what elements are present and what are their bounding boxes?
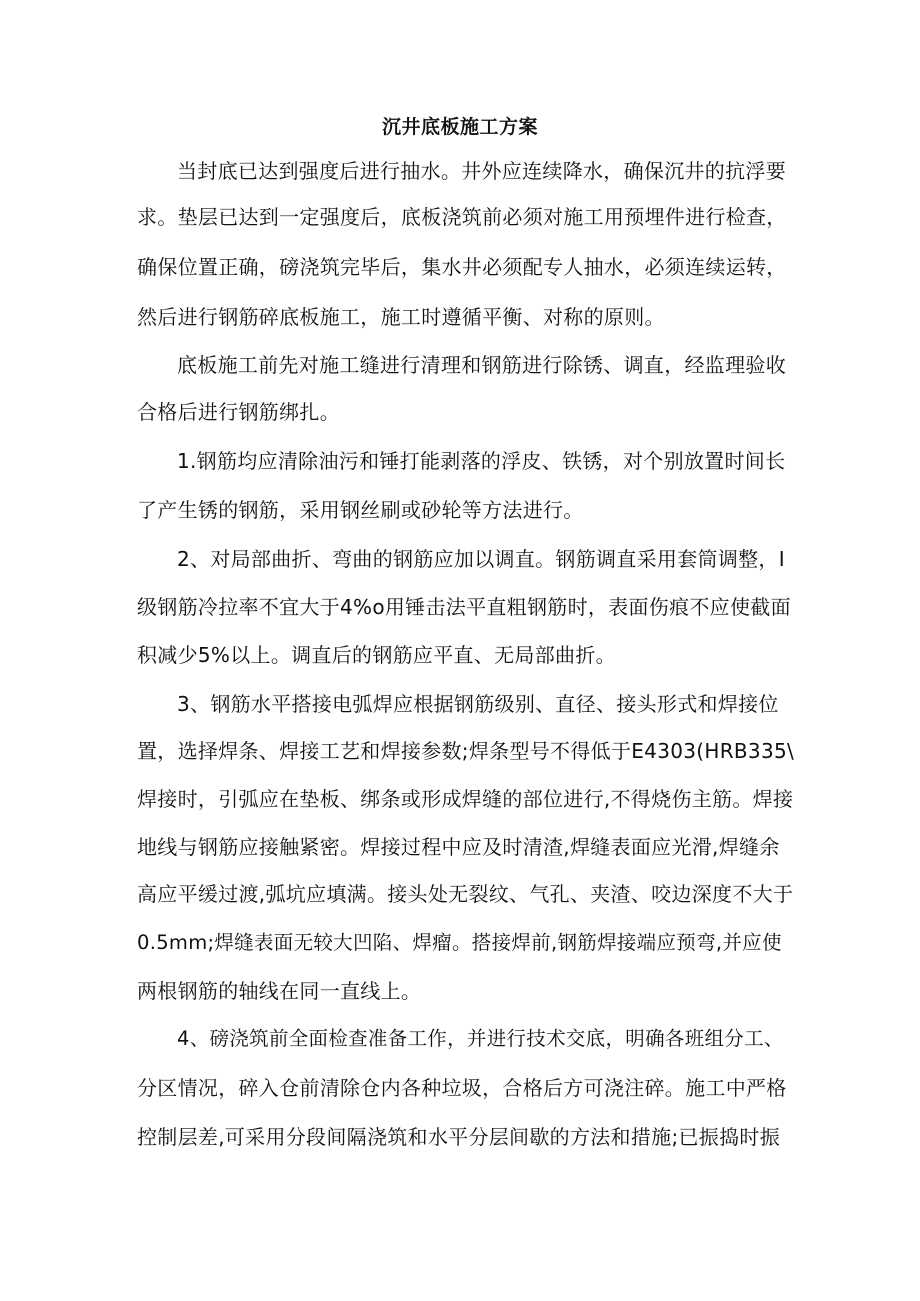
paragraph-line: 两根钢筋的轴线在同一直线上。 bbox=[137, 979, 422, 1003]
paragraph-line: 2、对局部曲折、弯曲的钢筋应加以调直。钢筋调直采用套筒调整，I bbox=[177, 547, 785, 571]
paragraph-line: 焊接时，引弧应在垫板、绑条或形成焊缝的部位进行,不得烧伤主筋。焊接 bbox=[137, 787, 794, 811]
paragraph-line: 合格后进行钢筋绑扎。 bbox=[137, 400, 340, 424]
paragraph-line: 然后进行钢筋碎底板施工，施工时遵循平衡、对称的原则。 bbox=[137, 305, 665, 329]
paragraph-line: 3、钢筋水平搭接电弧焊应根据钢筋级别、直径、接头形式和焊接位 bbox=[177, 692, 779, 716]
paragraph-line: 当封底已达到强度后进行抽水。井外应连续降水，确保沉井的抗浮要 bbox=[177, 159, 786, 183]
paragraph-line: 级钢筋冷拉率不宜大于4%o用锤击法平直粗钢筋时，表面伤痕不应使截面 bbox=[137, 595, 791, 619]
document-title: 沉井底板施工方案 bbox=[381, 116, 538, 138]
paragraph-line: 高应平缓过渡,弧坑应填满。接头处无裂纹、气孔、夹渣、咬边深度不大于 bbox=[137, 882, 794, 906]
paragraph-line: 控制层差,可采用分段间隔浇筑和水平分层间歇的方法和措施;已振捣时振 bbox=[137, 1125, 780, 1149]
paragraph-line: 0.5mm;焊缝表面无较大凹陷、焊瘤。搭接焊前,钢筋焊接端应预弯,并应使 bbox=[137, 931, 782, 954]
paragraph-line: 1.钢筋均应清除油污和锤打能剥落的浮皮、铁锈，对个别放置时间长 bbox=[177, 449, 786, 473]
paragraph-line: 地线与钢筋应接触紧密。焊接过程中应及时清渣,焊缝表面应光滑,焊缝余 bbox=[137, 835, 780, 859]
paragraph-line: 积减少5%以上。调直后的钢筋应平直、无局部曲折。 bbox=[137, 643, 616, 667]
paragraph-line: 4、磅浇筑前全面检查准备工作，并进行技术交底，明确各班组分工、 bbox=[177, 1027, 784, 1050]
paragraph-line: 分区情况，碎入仓前清除仓内各种垃圾，合格后方可浇注碎。施工中严格 bbox=[137, 1076, 787, 1100]
paragraph-line: 置，选择焊条、焊接工艺和焊接参数;焊条型号不得低于E4303(HRB335\ bbox=[137, 739, 795, 763]
paragraph-line: 求。垫层已达到一定强度后，底板浇筑前必须对施工用预埋件进行检查， bbox=[137, 205, 787, 229]
paragraph-line: 了产生锈的钢筋，采用钢丝刷或砂轮等方法进行。 bbox=[137, 498, 584, 522]
paragraph-line: 底板施工前先对施工缝进行清理和钢筋进行除锈、调直，经监理验收 bbox=[177, 353, 786, 377]
paragraph-line: 确保位置正确，磅浇筑完毕后，集水井必须配专人抽水，必须连续运转， bbox=[137, 255, 787, 279]
